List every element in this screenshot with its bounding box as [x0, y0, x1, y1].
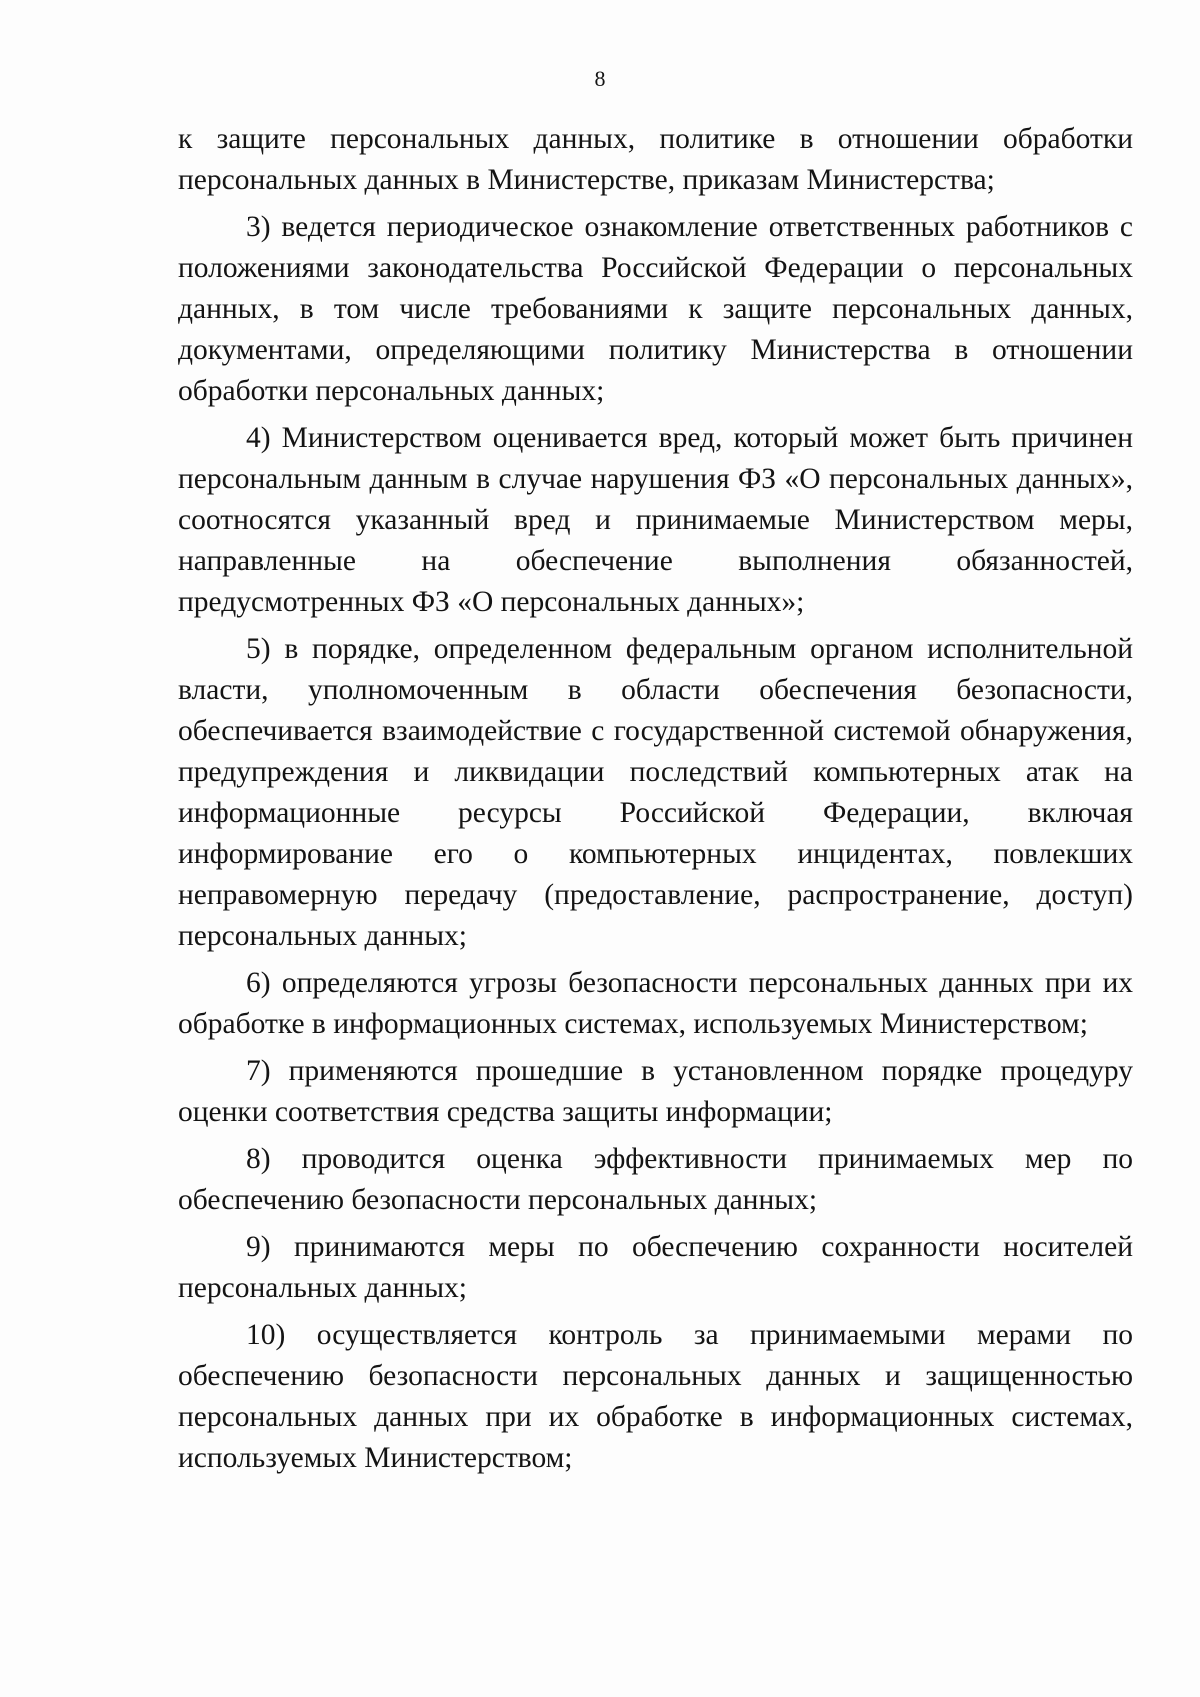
paragraph-continuation: к защите персональных данных, политике в отношении обработки персональных данных в Министерстве, приказам Министерства; — [178, 123, 1133, 196]
paragraph-item-9: 9) принимаются меры по обеспечению сохранности носителей персональных данных; — [178, 1231, 1133, 1304]
paragraph-item-5: 5) в порядке, определенном федеральным органом исполнительной власти, уполномоченным в области обеспечения безопасности, обеспечивается взаимодействие с государственной системой обнаружения, предупреждения и ликвидации последствий компьютерных атак на информационные ресурсы Российской Федерации, включая информирование его о компьютерных инцидентах, повлекших неправомерную передачу (предоставление, распространение, доступ) персональных данных; — [178, 633, 1133, 952]
document-body — [178, 119, 1133, 1485]
page-number: 8 — [594, 66, 606, 91]
paragraph-item-10: 10) осуществляется контроль за принимаемыми мерами по обеспечению безопасности персональных данных и защищенностью персональных данных при их обработке в информационных системах, используемых Министерством; — [178, 1319, 1133, 1474]
paragraph-item-4: 4) Министерством оценивается вред, который может быть причинен персональным данным в случае нарушения ФЗ «О персональных данных», соотносятся указанный вред и принимаемые Министерством меры, направленные на обеспечение выполнения обязанностей, предусмотренных ФЗ «О персональных данных»; — [178, 422, 1133, 618]
paragraph-item-3: 3) ведется периодическое ознакомление ответственных работников с положениями законодательства Российской Федерации о персональных данных, в том числе требованиями к защите персональных данных, документами, определяющими политику Министерства в отношении обработки персональных данных; — [178, 211, 1133, 407]
paragraph-item-7: 7) применяются прошедшие в установленном порядке процедуру оценки соответствия средства защиты информации; — [178, 1055, 1133, 1128]
paragraph-item-6: 6) определяются угрозы безопасности персональных данных при их обработке в информационных системах, используемых Министерством; — [178, 967, 1133, 1040]
paragraph-item-8: 8) проводится оценка эффективности принимаемых мер по обеспечению безопасности персональных данных; — [178, 1143, 1133, 1216]
